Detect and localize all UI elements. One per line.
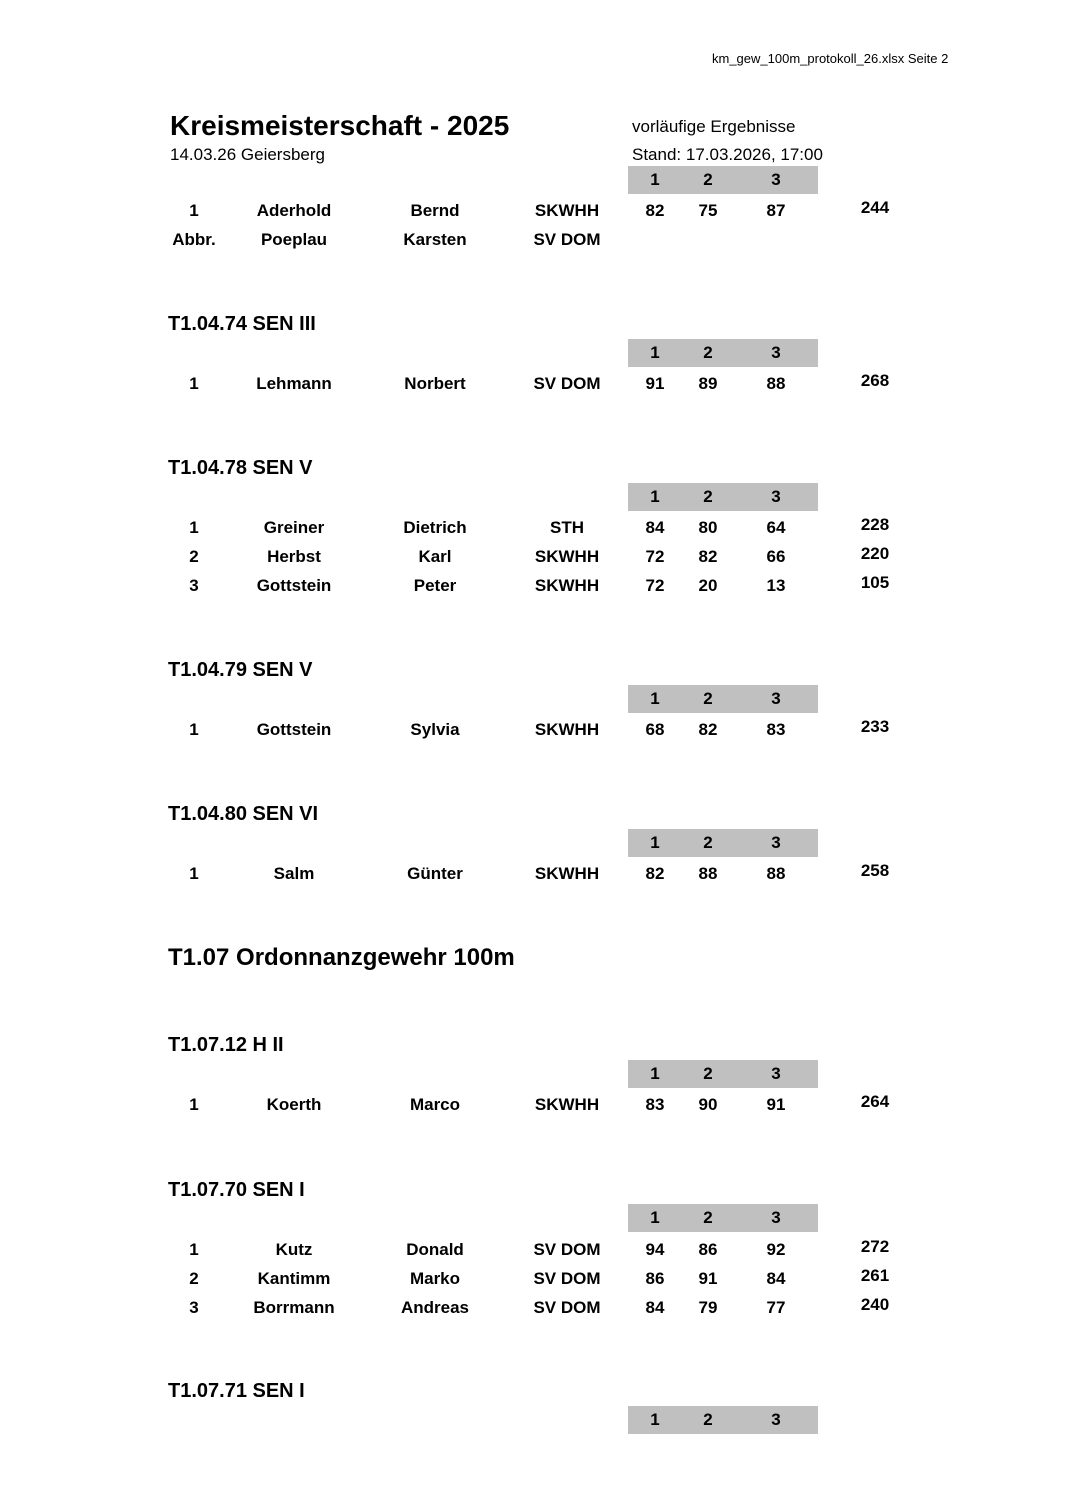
- score-1: 83: [645, 1095, 665, 1114]
- score-2: 20: [698, 576, 718, 595]
- score-2: 86: [698, 1240, 718, 1259]
- last-name: Borrmann: [253, 1298, 335, 1317]
- club: SKWHH: [534, 576, 600, 595]
- result-row: [0, 1238, 1068, 1262]
- score-header-bar: [628, 166, 818, 194]
- first-name: Sylvia: [410, 720, 460, 739]
- score-col-1-header: 1: [650, 1064, 660, 1083]
- score-col-2-header: 2: [703, 1410, 713, 1429]
- place: 1: [189, 374, 199, 393]
- first-name: Marko: [409, 1269, 461, 1288]
- club: SV DOM: [533, 1298, 601, 1317]
- score-1: 72: [645, 576, 665, 595]
- section-heading: T1.04.74 SEN III: [168, 313, 316, 335]
- total-score: 268: [860, 371, 890, 390]
- result-row: [0, 372, 1068, 396]
- score-col-2-header: 2: [703, 343, 713, 362]
- total-score: 105: [860, 573, 890, 592]
- score-1: 91: [645, 374, 665, 393]
- section-heading: T1.04.78 SEN V: [168, 457, 313, 479]
- score-2: 75: [698, 201, 718, 220]
- club: SKWHH: [534, 864, 600, 883]
- last-name: Greiner: [263, 518, 325, 537]
- section-heading: T1.07.70 SEN I: [168, 1179, 305, 1201]
- score-col-1-header: 1: [650, 170, 660, 189]
- last-name: Poeplau: [260, 230, 328, 249]
- club: SV DOM: [533, 230, 601, 249]
- score-2: 90: [698, 1095, 718, 1114]
- discipline-heading: T1.07 Ordonnanzgewehr 100m: [168, 944, 515, 971]
- total-score: 220: [860, 544, 890, 563]
- score-1: 84: [645, 1298, 665, 1317]
- last-name: Lehmann: [256, 374, 332, 393]
- score-2: 79: [698, 1298, 718, 1317]
- score-header-bar: [628, 339, 818, 367]
- club: STH: [550, 518, 584, 537]
- score-3: 91: [766, 1095, 786, 1114]
- score-2: 82: [698, 720, 718, 739]
- score-3: 92: [766, 1240, 786, 1259]
- place: 1: [189, 201, 199, 220]
- results-timestamp: Stand: 17.03.2026, 17:00: [632, 145, 823, 164]
- result-row: [0, 862, 1068, 886]
- total-score: 264: [860, 1092, 890, 1111]
- score-3: 84: [766, 1269, 786, 1288]
- score-2: 80: [698, 518, 718, 537]
- last-name: Koerth: [266, 1095, 322, 1114]
- score-header-bar: [628, 1204, 818, 1232]
- score-col-2-header: 2: [703, 689, 713, 708]
- score-2: 89: [698, 374, 718, 393]
- place: 3: [189, 1298, 199, 1317]
- score-col-3-header: 3: [771, 689, 781, 708]
- score-3: 87: [766, 201, 786, 220]
- score-1: 68: [645, 720, 665, 739]
- page-title: Kreismeisterschaft - 2025: [170, 110, 510, 141]
- section-heading: T1.07.12 H II: [168, 1034, 284, 1056]
- score-1: 86: [645, 1269, 665, 1288]
- score-1: 82: [645, 201, 665, 220]
- score-col-3-header: 3: [771, 170, 781, 189]
- score-1: 82: [645, 864, 665, 883]
- score-3: 88: [766, 374, 786, 393]
- result-row: [0, 228, 1068, 252]
- score-3: 88: [766, 864, 786, 883]
- club: SV DOM: [533, 1240, 601, 1259]
- first-name: Norbert: [404, 374, 466, 393]
- last-name: Aderhold: [256, 201, 332, 220]
- total-score: 233: [860, 717, 890, 736]
- total-score: 272: [860, 1237, 890, 1256]
- result-row: [0, 574, 1068, 598]
- score-3: 13: [766, 576, 786, 595]
- score-col-1-header: 1: [650, 689, 660, 708]
- score-3: 77: [766, 1298, 786, 1317]
- result-row: [0, 516, 1068, 540]
- score-2: 88: [698, 864, 718, 883]
- score-1: 94: [645, 1240, 665, 1259]
- score-col-1-header: 1: [650, 833, 660, 852]
- place: 2: [189, 1269, 199, 1288]
- results-status: vorläufige Ergebnisse: [632, 117, 796, 136]
- club: SKWHH: [534, 547, 600, 566]
- first-name: Andreas: [400, 1298, 470, 1317]
- total-score: 228: [860, 515, 890, 534]
- club: SV DOM: [533, 1269, 601, 1288]
- first-name: Peter: [413, 576, 457, 595]
- score-header-bar: [628, 685, 818, 713]
- score-col-2-header: 2: [703, 487, 713, 506]
- score-col-2-header: 2: [703, 170, 713, 189]
- first-name: Karsten: [403, 230, 467, 249]
- score-col-3-header: 3: [771, 343, 781, 362]
- first-name: Donald: [406, 1240, 464, 1259]
- event-date-location: 14.03.26 Geiersberg: [170, 145, 325, 164]
- club: SKWHH: [534, 1095, 600, 1114]
- place: 1: [189, 720, 199, 739]
- score-1: 84: [645, 518, 665, 537]
- score-2: 91: [698, 1269, 718, 1288]
- place: 2: [189, 547, 199, 566]
- first-name: Dietrich: [403, 518, 467, 537]
- last-name: Gottstein: [256, 576, 332, 595]
- last-name: Kutz: [275, 1240, 313, 1259]
- score-col-2-header: 2: [703, 1064, 713, 1083]
- place: 1: [189, 864, 199, 883]
- section-heading: T1.04.80 SEN VI: [168, 803, 319, 825]
- result-row: [0, 1296, 1068, 1320]
- section-heading: T1.04.79 SEN V: [168, 659, 313, 681]
- score-2: 82: [698, 547, 718, 566]
- total-score: 258: [860, 861, 890, 880]
- score-col-1-header: 1: [650, 1410, 660, 1429]
- last-name: Gottstein: [256, 720, 332, 739]
- score-3: 83: [766, 720, 786, 739]
- first-name: Bernd: [410, 201, 460, 220]
- result-row: [0, 718, 1068, 742]
- club: SKWHH: [534, 720, 600, 739]
- last-name: Herbst: [267, 547, 321, 566]
- score-header-bar: [628, 483, 818, 511]
- result-row: [0, 1093, 1068, 1117]
- total-score: 240: [860, 1295, 890, 1314]
- first-name: Marco: [409, 1095, 461, 1114]
- score-col-3-header: 3: [771, 833, 781, 852]
- score-col-1-header: 1: [650, 343, 660, 362]
- score-col-1-header: 1: [650, 1208, 660, 1227]
- score-col-3-header: 3: [771, 1208, 781, 1227]
- place: Abbr.: [172, 230, 216, 249]
- place: 3: [189, 576, 199, 595]
- score-header-bar: [628, 1406, 818, 1434]
- club: SKWHH: [534, 201, 600, 220]
- result-row: [0, 1267, 1068, 1291]
- score-header-bar: [628, 1060, 818, 1088]
- score-3: 64: [766, 518, 786, 537]
- file-name-page-label: km_gew_100m_protokoll_26.xlsx Seite 2: [712, 51, 949, 66]
- place: 1: [189, 1095, 199, 1114]
- score-col-3-header: 3: [771, 1064, 781, 1083]
- score-3: 66: [766, 547, 786, 566]
- result-row: [0, 199, 1068, 223]
- score-header-bar: [628, 829, 818, 857]
- score-col-2-header: 2: [703, 1208, 713, 1227]
- section-heading: T1.07.71 SEN I: [168, 1380, 305, 1402]
- place: 1: [189, 1240, 199, 1259]
- result-row: [0, 545, 1068, 569]
- first-name: Günter: [407, 864, 463, 883]
- total-score: 244: [860, 198, 890, 217]
- score-col-3-header: 3: [771, 487, 781, 506]
- score-1: 72: [645, 547, 665, 566]
- score-col-1-header: 1: [650, 487, 660, 506]
- place: 1: [189, 518, 199, 537]
- first-name: Karl: [418, 547, 452, 566]
- last-name: Kantimm: [257, 1269, 331, 1288]
- score-col-3-header: 3: [771, 1410, 781, 1429]
- score-col-2-header: 2: [703, 833, 713, 852]
- club: SV DOM: [533, 374, 601, 393]
- total-score: 261: [860, 1266, 890, 1285]
- last-name: Salm: [273, 864, 315, 883]
